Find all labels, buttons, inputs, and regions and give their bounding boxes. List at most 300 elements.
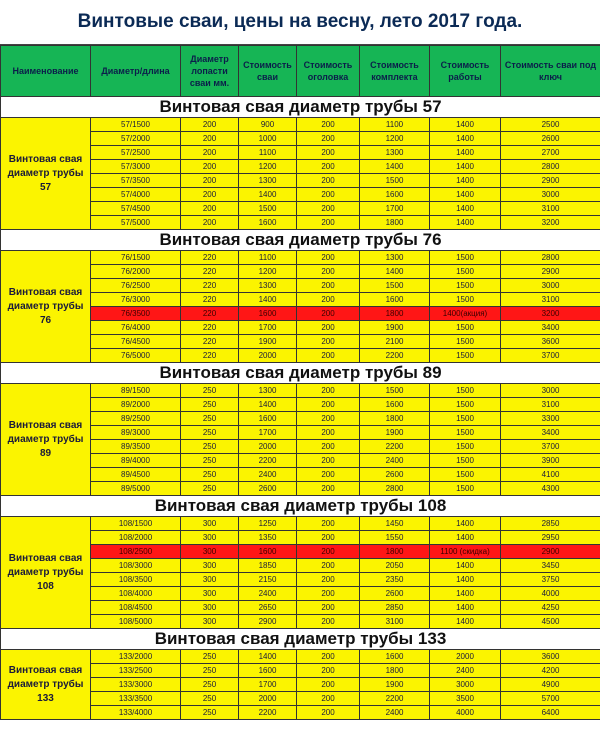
- size-cell: 76/4000: [91, 321, 181, 335]
- blade-cell: 300: [181, 601, 239, 615]
- size-cell: 57/3000: [91, 160, 181, 174]
- cap-price-cell: 200: [297, 132, 360, 146]
- table-row: [1, 517, 600, 531]
- table-row: [1, 118, 600, 132]
- turnkey-price-cell: 3100: [501, 202, 600, 216]
- product-name-cell: Винтовая свая диаметр трубы 57: [1, 118, 91, 230]
- pile-price-cell: 2900: [239, 615, 297, 629]
- work-price-cell: 1400: [430, 573, 501, 587]
- set-price-cell: 1200: [360, 132, 430, 146]
- section-heading: Винтовая свая диаметр трубы 89: [1, 363, 600, 384]
- cap-price-cell: 200: [297, 307, 360, 321]
- turnkey-price-cell: 5700: [501, 692, 600, 706]
- size-cell: 133/2000: [91, 650, 181, 664]
- set-price-cell: 2200: [360, 692, 430, 706]
- work-price-cell: 1500: [430, 454, 501, 468]
- work-price-cell: 3500: [430, 692, 501, 706]
- cap-price-cell: 200: [297, 545, 360, 559]
- table-row: [1, 587, 600, 601]
- turnkey-price-cell: 3300: [501, 412, 600, 426]
- blade-cell: 300: [181, 615, 239, 629]
- cap-price-cell: 200: [297, 678, 360, 692]
- table-row: [1, 678, 600, 692]
- col-cap-header: Стоимость оголовка: [297, 46, 360, 97]
- cap-price-cell: 200: [297, 160, 360, 174]
- cap-price-cell: 200: [297, 335, 360, 349]
- col-work-header: Стоимость работы: [430, 46, 501, 97]
- pile-price-cell: 1900: [239, 335, 297, 349]
- pile-price-cell: 1200: [239, 265, 297, 279]
- price-table: [0, 45, 600, 720]
- table-row: [1, 174, 600, 188]
- pile-price-cell: 2600: [239, 482, 297, 496]
- set-price-cell: 1100: [360, 118, 430, 132]
- pile-price-cell: 1600: [239, 307, 297, 321]
- turnkey-price-cell: 4500: [501, 615, 600, 629]
- size-cell: 89/1500: [91, 384, 181, 398]
- blade-cell: 250: [181, 706, 239, 720]
- blade-cell: 200: [181, 174, 239, 188]
- table-row: [1, 202, 600, 216]
- set-price-cell: 2050: [360, 559, 430, 573]
- set-price-cell: 2400: [360, 706, 430, 720]
- turnkey-price-cell: 3000: [501, 188, 600, 202]
- set-price-cell: 2600: [360, 587, 430, 601]
- work-price-cell: 1400: [430, 559, 501, 573]
- blade-cell: 200: [181, 132, 239, 146]
- blade-cell: 300: [181, 559, 239, 573]
- blade-cell: 300: [181, 517, 239, 531]
- turnkey-price-cell: 3700: [501, 440, 600, 454]
- turnkey-price-cell: 6400: [501, 706, 600, 720]
- work-price-cell: 1400: [430, 174, 501, 188]
- work-price-cell: 1400: [430, 146, 501, 160]
- set-price-cell: 1800: [360, 216, 430, 230]
- cap-price-cell: 200: [297, 398, 360, 412]
- section-heading: Винтовая свая диаметр трубы 108: [1, 496, 600, 517]
- table-row: [1, 468, 600, 482]
- work-price-cell: 1400: [430, 160, 501, 174]
- turnkey-price-cell: 2700: [501, 146, 600, 160]
- cap-price-cell: 200: [297, 216, 360, 230]
- work-price-cell: 1500: [430, 265, 501, 279]
- table-row: [1, 188, 600, 202]
- work-price-cell: 1500: [430, 482, 501, 496]
- set-price-cell: 1400: [360, 160, 430, 174]
- col-blade-header: Диаметр лопасти сваи мм.: [181, 46, 239, 97]
- turnkey-price-cell: 3750: [501, 573, 600, 587]
- turnkey-price-cell: 4000: [501, 587, 600, 601]
- size-cell: 89/2500: [91, 412, 181, 426]
- size-cell: 57/4000: [91, 188, 181, 202]
- size-cell: 108/1500: [91, 517, 181, 531]
- pile-price-cell: 1500: [239, 202, 297, 216]
- turnkey-price-cell: 4100: [501, 468, 600, 482]
- turnkey-price-cell: 3000: [501, 279, 600, 293]
- size-cell: 108/3000: [91, 559, 181, 573]
- blade-cell: 200: [181, 146, 239, 160]
- table-row: [1, 559, 600, 573]
- section-heading-row: [1, 363, 600, 384]
- section-heading-row: [1, 496, 600, 517]
- blade-cell: 250: [181, 678, 239, 692]
- work-price-cell: 1400: [430, 118, 501, 132]
- pile-price-cell: 2200: [239, 706, 297, 720]
- section-heading-row: [1, 230, 600, 251]
- table-row: [1, 601, 600, 615]
- work-price-cell: 2000: [430, 650, 501, 664]
- blade-cell: 220: [181, 349, 239, 363]
- work-price-cell: 1500: [430, 398, 501, 412]
- size-cell: 76/2000: [91, 265, 181, 279]
- cap-price-cell: 200: [297, 202, 360, 216]
- set-price-cell: 2350: [360, 573, 430, 587]
- work-price-cell: 1400: [430, 517, 501, 531]
- pile-price-cell: 1350: [239, 531, 297, 545]
- blade-cell: 220: [181, 335, 239, 349]
- blade-cell: 300: [181, 587, 239, 601]
- cap-price-cell: 200: [297, 692, 360, 706]
- blade-cell: 300: [181, 531, 239, 545]
- pile-price-cell: 1400: [239, 650, 297, 664]
- pile-price-cell: 1700: [239, 321, 297, 335]
- blade-cell: 250: [181, 426, 239, 440]
- blade-cell: 250: [181, 384, 239, 398]
- blade-cell: 200: [181, 202, 239, 216]
- size-cell: 89/3000: [91, 426, 181, 440]
- set-price-cell: 1800: [360, 412, 430, 426]
- table-row: [1, 398, 600, 412]
- cap-price-cell: 200: [297, 426, 360, 440]
- turnkey-price-cell: 4250: [501, 601, 600, 615]
- set-price-cell: 1600: [360, 188, 430, 202]
- table-row: [1, 440, 600, 454]
- work-price-cell: 2400: [430, 664, 501, 678]
- cap-price-cell: 200: [297, 587, 360, 601]
- set-price-cell: 1450: [360, 517, 430, 531]
- size-cell: 57/5000: [91, 216, 181, 230]
- cap-price-cell: 200: [297, 251, 360, 265]
- size-cell: 108/4000: [91, 587, 181, 601]
- blade-cell: 300: [181, 573, 239, 587]
- set-price-cell: 2200: [360, 440, 430, 454]
- blade-cell: 220: [181, 251, 239, 265]
- size-cell: 57/4500: [91, 202, 181, 216]
- blade-cell: 300: [181, 545, 239, 559]
- cap-price-cell: 200: [297, 517, 360, 531]
- pile-price-cell: 2000: [239, 349, 297, 363]
- blade-cell: 220: [181, 265, 239, 279]
- set-price-cell: 2850: [360, 601, 430, 615]
- set-price-cell: 1400: [360, 265, 430, 279]
- blade-cell: 250: [181, 482, 239, 496]
- size-cell: 108/2000: [91, 531, 181, 545]
- cap-price-cell: 200: [297, 384, 360, 398]
- work-price-cell: 1400: [430, 202, 501, 216]
- work-price-cell: 1400: [430, 531, 501, 545]
- size-cell: 76/5000: [91, 349, 181, 363]
- cap-price-cell: 200: [297, 531, 360, 545]
- table-row: [1, 265, 600, 279]
- set-price-cell: 1600: [360, 650, 430, 664]
- size-cell: 108/5000: [91, 615, 181, 629]
- size-cell: 57/3500: [91, 174, 181, 188]
- work-price-cell: 1500: [430, 293, 501, 307]
- set-price-cell: 2400: [360, 454, 430, 468]
- product-name-cell: Винтовая свая диаметр трубы 133: [1, 650, 91, 720]
- set-price-cell: 1800: [360, 307, 430, 321]
- price-table-body: [1, 97, 600, 720]
- pile-price-cell: 2650: [239, 601, 297, 615]
- table-row: [1, 146, 600, 160]
- set-price-cell: 1500: [360, 384, 430, 398]
- cap-price-cell: 200: [297, 650, 360, 664]
- cap-price-cell: 200: [297, 468, 360, 482]
- turnkey-price-cell: 3600: [501, 650, 600, 664]
- set-price-cell: 2200: [360, 349, 430, 363]
- cap-price-cell: 200: [297, 321, 360, 335]
- blade-cell: 250: [181, 454, 239, 468]
- blade-cell: 250: [181, 650, 239, 664]
- pile-price-cell: 1700: [239, 678, 297, 692]
- work-price-cell: 1100 (скидка): [430, 545, 501, 559]
- size-cell: 133/2500: [91, 664, 181, 678]
- pile-price-cell: 1250: [239, 517, 297, 531]
- cap-price-cell: 200: [297, 615, 360, 629]
- pile-price-cell: 2400: [239, 587, 297, 601]
- work-price-cell: 1400: [430, 188, 501, 202]
- table-row-promo: [1, 545, 600, 559]
- pile-price-cell: 1850: [239, 559, 297, 573]
- size-cell: 133/3000: [91, 678, 181, 692]
- blade-cell: 250: [181, 468, 239, 482]
- turnkey-price-cell: 4300: [501, 482, 600, 496]
- set-price-cell: 1800: [360, 664, 430, 678]
- set-price-cell: 1600: [360, 293, 430, 307]
- pile-price-cell: 1300: [239, 384, 297, 398]
- work-price-cell: 1500: [430, 279, 501, 293]
- turnkey-price-cell: 3000: [501, 384, 600, 398]
- pile-price-cell: 1300: [239, 174, 297, 188]
- table-row: [1, 482, 600, 496]
- table-row: [1, 531, 600, 545]
- blade-cell: 220: [181, 321, 239, 335]
- blade-cell: 250: [181, 412, 239, 426]
- work-price-cell: 1500: [430, 440, 501, 454]
- pile-price-cell: 1000: [239, 132, 297, 146]
- set-price-cell: 1900: [360, 426, 430, 440]
- size-cell: 76/3500: [91, 307, 181, 321]
- table-row-promo: [1, 307, 600, 321]
- cap-price-cell: 200: [297, 265, 360, 279]
- work-price-cell: 1400: [430, 216, 501, 230]
- table-row: [1, 279, 600, 293]
- size-cell: 89/3500: [91, 440, 181, 454]
- blade-cell: 200: [181, 160, 239, 174]
- work-price-cell: 1500: [430, 412, 501, 426]
- set-price-cell: 1500: [360, 279, 430, 293]
- work-price-cell: 1500: [430, 384, 501, 398]
- work-price-cell: 1400: [430, 132, 501, 146]
- blade-cell: 200: [181, 188, 239, 202]
- turnkey-price-cell: 3900: [501, 454, 600, 468]
- blade-cell: 250: [181, 664, 239, 678]
- size-cell: 76/1500: [91, 251, 181, 265]
- work-price-cell: 1400: [430, 587, 501, 601]
- table-row: [1, 335, 600, 349]
- work-price-cell: 1400: [430, 601, 501, 615]
- pile-price-cell: 900: [239, 118, 297, 132]
- product-name-cell: Винтовая свая диаметр трубы 89: [1, 384, 91, 496]
- table-row: [1, 251, 600, 265]
- table-row: [1, 650, 600, 664]
- turnkey-price-cell: 2800: [501, 160, 600, 174]
- work-price-cell: 4000: [430, 706, 501, 720]
- table-row: [1, 160, 600, 174]
- blade-cell: 250: [181, 440, 239, 454]
- work-price-cell: 3000: [430, 678, 501, 692]
- work-price-cell: 1500: [430, 335, 501, 349]
- cap-price-cell: 200: [297, 188, 360, 202]
- cap-price-cell: 200: [297, 454, 360, 468]
- cap-price-cell: 200: [297, 440, 360, 454]
- size-cell: 108/4500: [91, 601, 181, 615]
- section-heading-row: [1, 629, 600, 650]
- turnkey-price-cell: 4200: [501, 664, 600, 678]
- size-cell: 89/5000: [91, 482, 181, 496]
- pile-price-cell: 2000: [239, 692, 297, 706]
- table-row: [1, 615, 600, 629]
- size-cell: 76/2500: [91, 279, 181, 293]
- work-price-cell: 1400: [430, 615, 501, 629]
- pile-price-cell: 1600: [239, 664, 297, 678]
- set-price-cell: 1500: [360, 174, 430, 188]
- header-row: [1, 46, 600, 97]
- table-row: [1, 321, 600, 335]
- size-cell: 76/4500: [91, 335, 181, 349]
- pile-price-cell: 1400: [239, 398, 297, 412]
- pile-price-cell: 2400: [239, 468, 297, 482]
- set-price-cell: 2600: [360, 468, 430, 482]
- size-cell: 89/2000: [91, 398, 181, 412]
- col-size-header: Диаметр/длина: [91, 46, 181, 97]
- table-row: [1, 426, 600, 440]
- pile-price-cell: 2150: [239, 573, 297, 587]
- turnkey-price-cell: 2900: [501, 545, 600, 559]
- turnkey-price-cell: 2800: [501, 251, 600, 265]
- cap-price-cell: 200: [297, 146, 360, 160]
- turnkey-price-cell: 3400: [501, 426, 600, 440]
- work-price-cell: 1500: [430, 321, 501, 335]
- turnkey-price-cell: 2900: [501, 174, 600, 188]
- set-price-cell: 2100: [360, 335, 430, 349]
- set-price-cell: 1300: [360, 251, 430, 265]
- table-row: [1, 384, 600, 398]
- set-price-cell: 1600: [360, 398, 430, 412]
- cap-price-cell: 200: [297, 573, 360, 587]
- pile-price-cell: 1100: [239, 251, 297, 265]
- table-row: [1, 706, 600, 720]
- table-row: [1, 293, 600, 307]
- size-cell: 89/4000: [91, 454, 181, 468]
- cap-price-cell: 200: [297, 118, 360, 132]
- table-row: [1, 216, 600, 230]
- set-price-cell: 1800: [360, 545, 430, 559]
- blade-cell: 250: [181, 398, 239, 412]
- turnkey-price-cell: 3450: [501, 559, 600, 573]
- work-price-cell: 1500: [430, 468, 501, 482]
- table-row: [1, 132, 600, 146]
- work-price-cell: 1500: [430, 251, 501, 265]
- size-cell: 57/2500: [91, 146, 181, 160]
- cap-price-cell: 200: [297, 482, 360, 496]
- turnkey-price-cell: 3600: [501, 335, 600, 349]
- product-name-cell: Винтовая свая диаметр трубы 108: [1, 517, 91, 629]
- size-cell: 89/4500: [91, 468, 181, 482]
- blade-cell: 220: [181, 307, 239, 321]
- cap-price-cell: 200: [297, 664, 360, 678]
- turnkey-price-cell: 3100: [501, 293, 600, 307]
- page-title: Винтовые сваи, цены на весну, лето 2017 года.: [0, 0, 600, 45]
- pile-price-cell: 1600: [239, 545, 297, 559]
- pile-price-cell: 1600: [239, 412, 297, 426]
- pile-price-cell: 1400: [239, 188, 297, 202]
- pile-price-cell: 2000: [239, 440, 297, 454]
- cap-price-cell: 200: [297, 293, 360, 307]
- turnkey-price-cell: 2600: [501, 132, 600, 146]
- size-cell: 108/3500: [91, 573, 181, 587]
- size-cell: 57/1500: [91, 118, 181, 132]
- work-price-cell: 1400(акция): [430, 307, 501, 321]
- table-row: [1, 664, 600, 678]
- table-row: [1, 692, 600, 706]
- turnkey-price-cell: 2850: [501, 517, 600, 531]
- set-price-cell: 1900: [360, 678, 430, 692]
- turnkey-price-cell: 2950: [501, 531, 600, 545]
- size-cell: 133/4000: [91, 706, 181, 720]
- turnkey-price-cell: 3700: [501, 349, 600, 363]
- col-pile-header: Стоимость сваи: [239, 46, 297, 97]
- set-price-cell: 1900: [360, 321, 430, 335]
- section-heading: Винтовая свая диаметр трубы 133: [1, 629, 600, 650]
- product-name-cell: Винтовая свая диаметр трубы 76: [1, 251, 91, 363]
- col-turnkey-header: Стоимость сваи под ключ: [501, 46, 600, 97]
- section-heading: Винтовая свая диаметр трубы 76: [1, 230, 600, 251]
- cap-price-cell: 200: [297, 279, 360, 293]
- pile-price-cell: 1400: [239, 293, 297, 307]
- pile-price-cell: 2200: [239, 454, 297, 468]
- section-heading: Винтовая свая диаметр трубы 57: [1, 97, 600, 118]
- turnkey-price-cell: 2500: [501, 118, 600, 132]
- blade-cell: 220: [181, 279, 239, 293]
- cap-price-cell: 200: [297, 706, 360, 720]
- table-row: [1, 454, 600, 468]
- table-row: [1, 412, 600, 426]
- size-cell: 57/2000: [91, 132, 181, 146]
- section-heading-row: [1, 97, 600, 118]
- size-cell: 133/3500: [91, 692, 181, 706]
- size-cell: 108/2500: [91, 545, 181, 559]
- pile-price-cell: 1100: [239, 146, 297, 160]
- cap-price-cell: 200: [297, 601, 360, 615]
- turnkey-price-cell: 2900: [501, 265, 600, 279]
- turnkey-price-cell: 3100: [501, 398, 600, 412]
- cap-price-cell: 200: [297, 174, 360, 188]
- blade-cell: 250: [181, 692, 239, 706]
- blade-cell: 200: [181, 118, 239, 132]
- work-price-cell: 1500: [430, 349, 501, 363]
- size-cell: 76/3000: [91, 293, 181, 307]
